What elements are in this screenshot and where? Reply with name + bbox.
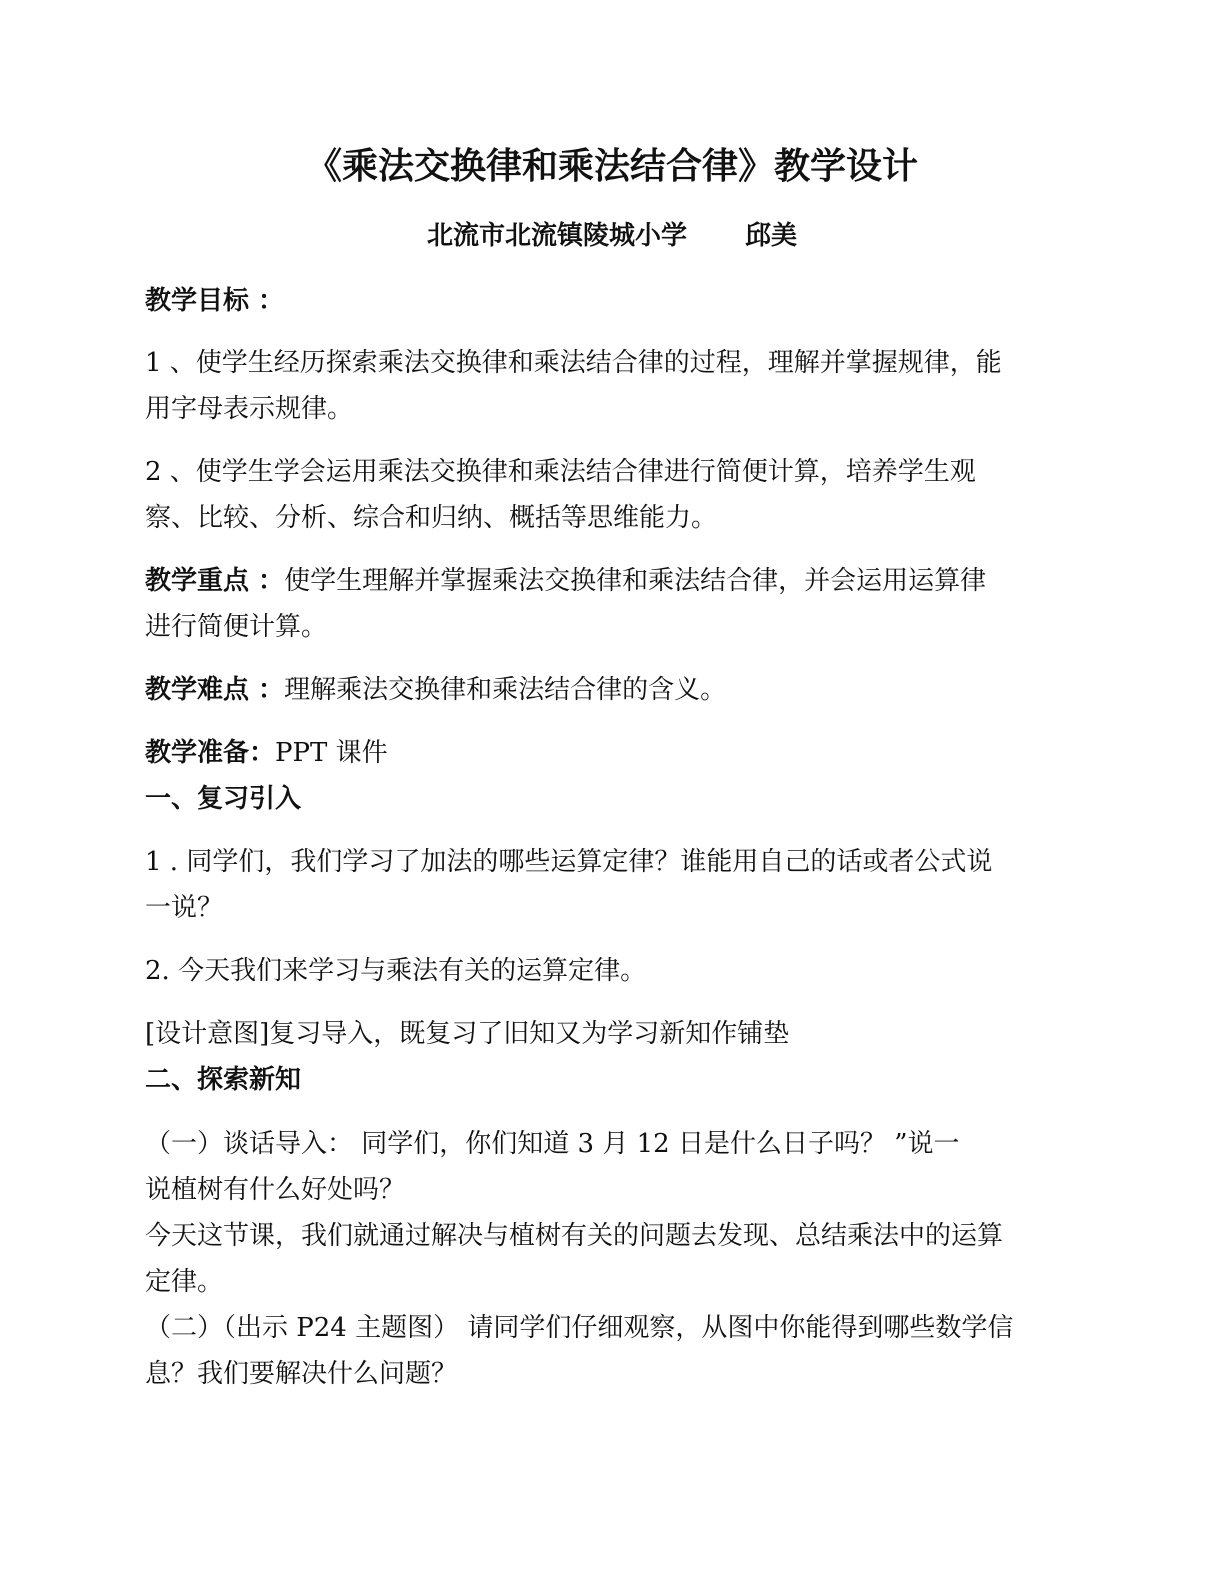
section-2-paragraph-2	[145, 1305, 1075, 1397]
section-1-paragraph-2	[145, 948, 1075, 994]
author-name: 邱美	[745, 221, 798, 251]
section-1-heading-block	[145, 776, 1075, 822]
objective-2-line-2: 察、比较、分析、综合和归纳、概括等思维能力。	[145, 503, 718, 533]
section-2-p1-line-4: 定律。	[145, 1267, 224, 1297]
objective-item-1	[145, 340, 1075, 432]
objective-item-2	[145, 449, 1075, 541]
difficulties-label: 教学难点 ：	[145, 675, 285, 705]
preparation-text: PPT 课件	[275, 738, 388, 768]
author-school: 北流市北流镇陵城小学	[426, 221, 687, 251]
key-points-label: 教学重点 ：	[145, 566, 285, 596]
section-1-heading: 一、复习引入	[145, 784, 302, 814]
key-points-line-1: 使学生理解并掌握乘法交换律和乘法结合律，并会运用运算律	[284, 566, 987, 596]
preparation-label: 教学准备：	[145, 738, 276, 768]
preparation-block	[145, 730, 1075, 776]
section-2-p1-line-2: 说植树有什么好处吗？	[145, 1175, 406, 1205]
objective-1-line-1: 1 、使学生经历探索乘法交换律和乘法结合律的过程，理解并掌握规律，能	[145, 348, 1002, 378]
section-1-p1-line-1: 1 . 同学们，我们学习了加法的哪些运算定律？谁能用自己的话或者公式说	[145, 847, 993, 877]
objective-1-line-2: 用字母表示规律。	[145, 394, 354, 424]
section-1-paragraph-1	[145, 839, 1075, 931]
section-1-p1-line-2: 一说？	[145, 893, 224, 923]
section-1-paragraph-3	[145, 1011, 1075, 1057]
key-points-line-2: 进行简便计算。	[145, 612, 328, 642]
section-2-heading: 二、探索新知	[145, 1065, 302, 1095]
document-title: 《乘法交换律和乘法结合律》教学设计	[305, 146, 918, 187]
objectives-label-block	[145, 278, 1075, 324]
section-1-p3: [设计意图]复习导入，既复习了旧知又为学习新知作铺垫	[145, 1019, 790, 1049]
section-2-p1-line-3: 今天这节课，我们就通过解决与植树有关的问题去发现、总结乘法中的运算	[145, 1221, 1004, 1251]
difficulties-block	[145, 667, 1075, 713]
key-points-block	[145, 558, 1075, 650]
objectives-label: 教学目标 ：	[145, 286, 285, 316]
section-1-p2: 2. 今天我们来学习与乘法有关的运算定律。	[145, 956, 647, 986]
section-2-p2-line-1: （二）（出示 P24 主题图） 请同学们仔细观察，从图中你能得到哪些数学信	[145, 1313, 1014, 1343]
objective-2-line-1: 2 、使学生学会运用乘法交换律和乘法结合律进行简便计算，培养学生观	[145, 457, 976, 487]
section-2-heading-block	[145, 1057, 1075, 1103]
section-2-p1-line-1: （一）谈话导入： 同学们，你们知道 3 月 12 日是什么日子吗？ ”说一	[145, 1129, 960, 1159]
section-2-paragraph-1	[145, 1121, 1075, 1305]
difficulties-text: 理解乘法交换律和乘法结合律的含义。	[284, 675, 727, 705]
author-line	[0, 216, 1224, 256]
section-2-p2-line-2: 息？我们要解决什么问题？	[145, 1359, 458, 1389]
